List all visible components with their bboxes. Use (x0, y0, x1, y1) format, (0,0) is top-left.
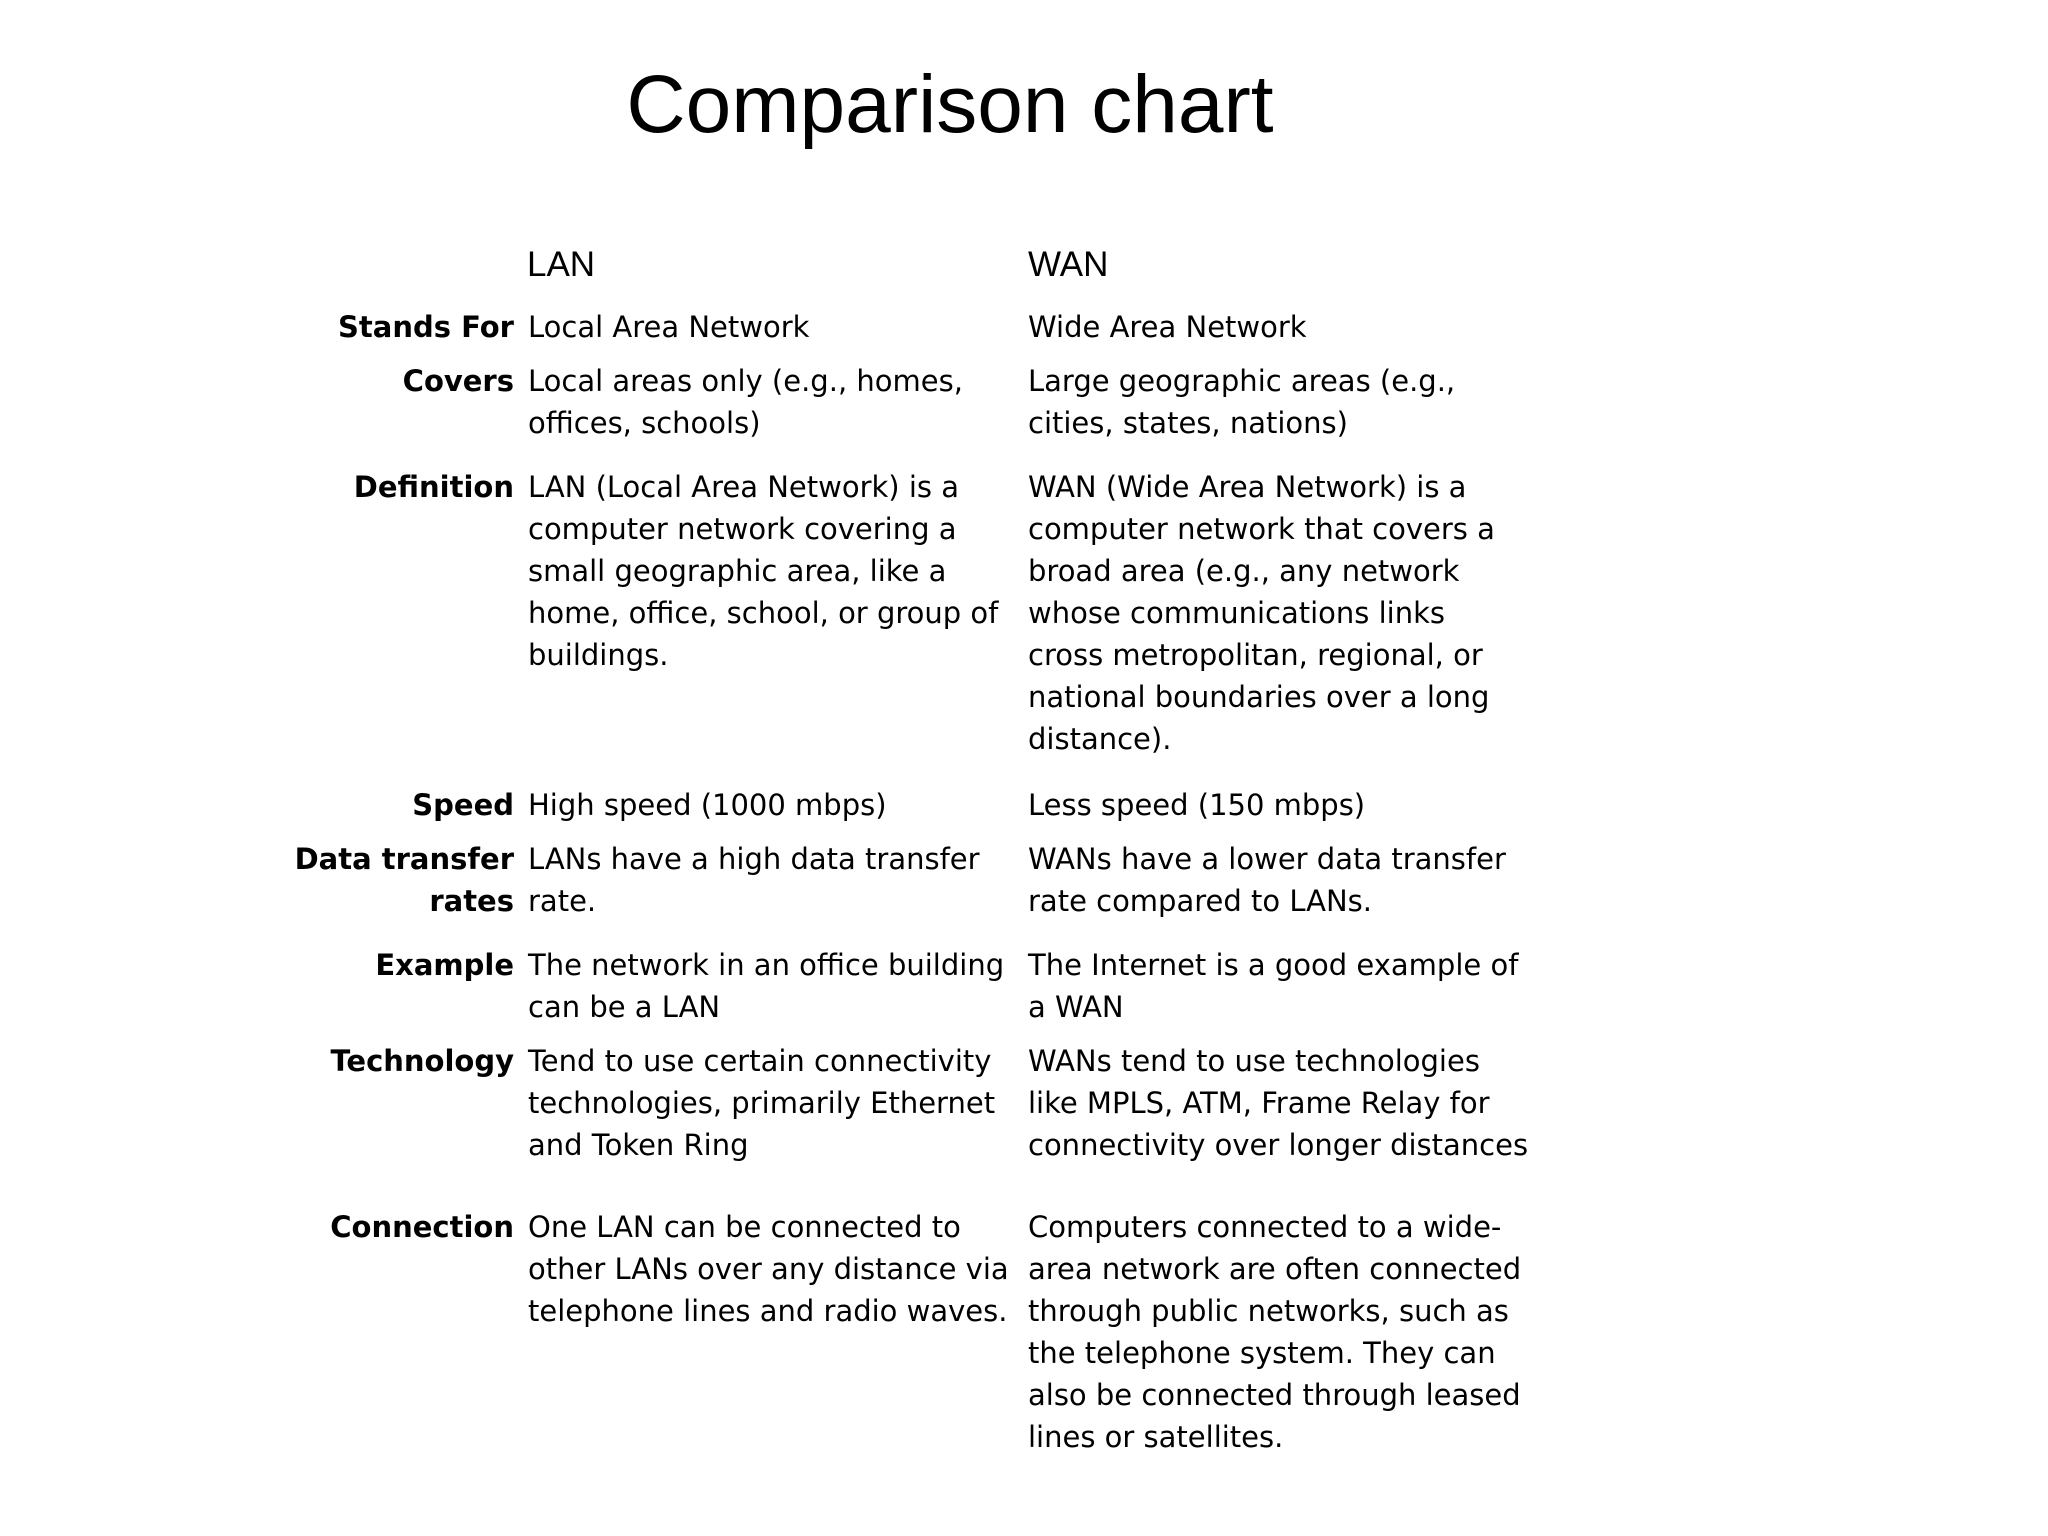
column-header-lan: LAN (527, 245, 596, 284)
row-label: Example (375, 948, 514, 982)
lan-cell: LAN (Local Area Network) is a computer network covering a small geographic area, like a home, office, school, or group of buildings. (528, 470, 999, 672)
lan-cell: Local Area Network (528, 310, 810, 344)
wan-cell: Wide Area Network (1028, 310, 1307, 344)
lan-cell: LANs have a high data transfer rate. (528, 842, 980, 918)
wan-cell: WANs tend to use technologies like MPLS, ATM, Frame Relay for connectivity over longer distances (1028, 1044, 1529, 1162)
row-label: Covers (402, 364, 514, 398)
lan-cell: Tend to use certain connectivity technologies, primarily Ethernet and Token Ring (528, 1044, 996, 1162)
wan-cell: Large geographic areas (e.g., cities, states, nations) (1028, 364, 1456, 440)
wan-cell: WAN (Wide Area Network) is a computer network that covers a broad area (e.g., any network whose communications links cross metropolitan, regional, or national boundaries over a long distance). (1028, 470, 1495, 756)
row-label: Definition (353, 470, 514, 504)
row-label: Data transfer rates (294, 842, 514, 918)
lan-cell: One LAN can be connected to other LANs over any distance via telephone lines and radio waves. (528, 1210, 1009, 1328)
lan-cell: The network in an office building can be a LAN (528, 948, 1005, 1024)
lan-cell: High speed (1000 mbps) (528, 788, 887, 822)
row-label: Stands For (338, 310, 514, 344)
wan-cell: The Internet is a good example of a WAN (1028, 948, 1519, 1024)
row-label: Speed (412, 788, 514, 822)
wan-cell: Computers connected to a wide- area network are often connected through public networks, such as the telephone system. They can also be connected through leased lines or satellites. (1028, 1210, 1522, 1454)
wan-cell: WANs have a lower data transfer rate compared to LANs. (1028, 842, 1506, 918)
row-label: Connection (330, 1210, 514, 1244)
wan-cell: Less speed (150 mbps) (1028, 788, 1366, 822)
row-label: Technology (330, 1044, 514, 1078)
lan-cell: Local areas only (e.g., homes, offices, schools) (528, 364, 963, 440)
column-header-wan: WAN (1028, 245, 1109, 284)
page-title: Comparison chart (626, 59, 1274, 150)
